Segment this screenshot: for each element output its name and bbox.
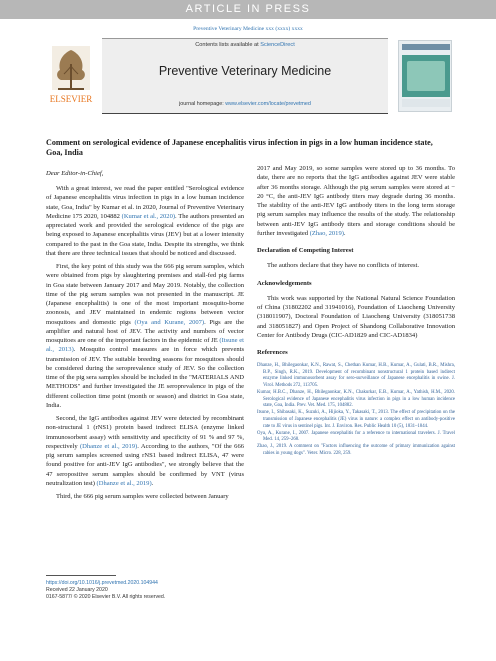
reference-list [257,363,455,457]
journal-title: Preventive Veterinary Medicine [158,64,332,78]
copyright-notice: 0167-5877/ © 2020 Elsevier B.V. All rights reserved. [46,594,166,600]
contents-prefix: Contents lists available at [195,42,261,48]
acknowledgements-heading: Acknowledgements [257,279,312,287]
reference-item[interactable]: Zhao, J., 2019. A comment on "Factors influencing the outcome of primary immunization against rabies in young dogs". Veter. Micro. 228, 259. [257,444,455,456]
competing-interest-text: The authors declare that they have no conflicts of interest. [267,262,419,270]
journal-masthead [102,38,388,114]
competing-interest-heading: Declaration of Competing Interest [257,247,354,254]
received-date: Received 22 January 2020 [46,587,108,593]
salutation: Dear Editor-in-Chief, [46,170,104,177]
footer-divider [46,575,116,576]
references-heading: References [257,349,288,356]
paragraph-intro: With a great interest, we read the paper entitled "Serological evidence of Japanese encephalitis virus infection in pigs in a low human incidence state, Goa, India" by Kumar et al. in 2020, Journal of Preventive Veterinary Medicine 175 2020, 104882 (Kumar et al., 2020). The authors presented an appreciated work and provided the serological evidence of the pigs are being exposed to Japanese encephalitis virus (JEV) but at a lower intensity compared to the past in the Goa state, India. Despite its strengths, we think that there are three technical issues that should be noticed and discussed. [46,185,244,257]
elsevier-logo [44,44,98,108]
footer [46,580,165,601]
homepage-prefix: journal homepage: [179,101,226,107]
sciencedirect-link[interactable]: ScienceDirect [260,42,295,48]
right-column [257,164,455,458]
reference-item[interactable]: Itsune, I., Shibasaki, K., Suzuki, A., Hijioka, Y., Takasaki, T., 2013. The effect of precipitation on the transmission of Japanese encephalitis (JE) virus in nature: a complex effect on antibody-positive rate to JE virus in sentinel pigs. Int. J. Environ. Res. Public Health 10 (5), 1831–1844. [257,410,455,429]
journal-cover-thumbnail [398,40,452,112]
citation-link[interactable]: (Itsune et al., 2013) [46,337,244,354]
citation-link[interactable]: (Dhanze et al., 2019) [96,479,152,487]
doi-link[interactable]: https://doi.org/10.1016/j.prevetmed.2020.104944 [46,580,158,586]
reference-item[interactable]: Kumar, H.B.C., Dhanze, H., Bhilegaonkar, K.N., Chakurkar, E.B., Kumar, A., Yathish, H.M., 2020. Serological evidence of Japanese encephalitis virus infection in pigs in a low human incidence state, Goa, India. Prev. Vet. Med. 175, 104882. [257,390,455,409]
citation-link[interactable]: (Kumar et al., 2020) [121,212,176,220]
elsevier-wordmark: ELSEVIER [49,94,93,104]
paragraph-first-issue: First, the key point of this study was the 666 pig serum samples, which were obtained from pigs by slaughtering premises and stall-fed pig farms in Goa state between January 2017 and May 2019. Notably, the collection time of the pig serum samples was not presented in the manuscript. JE (Japanese encephalitis) is one of the most important mosquito-borne zoonosis, and JEV maintained in endemic regions between vector mosquitoes and domestic pigs (Oya and Kurane, 2007). Pigs are the amplifier and natural host of JEV. The activity and numbers of vector mosquitoes are one of the important factors in the epidemic of JE (Itsune et al., 2013). Mosquito control measures are in force which prevents transmission of JEV. The suitable breeding seasons for mosquitoes should be considered during the seroprevalence study of JEV. So the collection time of the pig sera samples should be included in the "MATERIALS AND METHODS" and further investigated the JE seroprevalence in pigs of the different collection time point (month or season) and district in Goa state, India. [46,263,244,409]
citation-link[interactable]: (Dhanze et al., 2019) [80,442,138,450]
homepage-line [102,101,388,107]
reference-item[interactable]: Oya, A., Kurane, I., 2007. Japanese encephalitis for a reference to international travelers. J. Travel Med. 14, 259–268. [257,430,455,443]
journal-reference-link[interactable]: Preventive Veterinary Medicine xxx (xxxx) xxxx [193,26,303,32]
contents-line [102,42,388,48]
citation-link[interactable]: (Oya and Kurane, 2007) [134,318,205,326]
paragraph-third-issue-start: Third, the 666 pig serum samples were collected between January [56,493,229,500]
paragraph-third-issue-cont: 2017 and May 2019, so some samples were stored up to 36 months. To date, there are no reports that the IgG antibodies against JEV were stable after 36 months storage. Although the pig serum samples were stored at − 20 °C, the anti-JEV IgG antibody titers may degrade during 36 months. The stability of the anti-JEV IgG antibody titers in the long term storage pig serum samples may influence the results of the study. The relationship between anti-JEV IgG antibody titers and storage conditions should be further investigated (Zhao, 2019). [257,165,455,237]
article-title: Comment on serological evidence of Japanese encephalitis virus infection in pigs in a low human incidence state, Goa, India [46,138,433,157]
left-column [46,184,244,505]
acknowledgements-text: This work was supported by the National Natural Science Foundation of China (31802202 and 31941016), Foundation of Liaocheng University (318011907), Doctoral Foundation of Liaocheng University (318051738 and 318051827) and Open Project of Shandong Collaborative Innovation Center for Antibody Drugs (CIC-AD1829 and CIC-AD1834) [257,294,455,339]
article-in-press-banner: ARTICLE IN PRESS [0,0,496,19]
journal-header [44,38,452,114]
reference-item[interactable]: Dhanze, H., Bhilegaonkar, K.N., Rawat, S., Chethan Kumar, H.B., Kumar, A., Gulati, B.R., Mishra, B.P., Singh, R.K., 2019. Development of recombinant nonstructural 1 protein based indirect enzyme linked immunosorbent assay for sero-surveillance of Japanese encephalitis in swine. J. Virol. Methods 272, 113705. [257,363,455,389]
citation-link[interactable]: (Zhao, 2019) [309,229,344,237]
homepage-link[interactable]: www.elsevier.com/locate/prevetmed [225,101,311,107]
paragraph-second-issue: Second, the IgG antibodies against JEV were detected by recombinant non-structural 1 (rNS1) protein based indirect ELISA (enzyme linked immunosorbent assay) with sensitivity and specificity of 91 % and 97 %, respectively (Dhanze et al., 2019). According to the authors, "Of the 666 pig serum samples screened using rNS1 based indirect ELISA, 47 were found positive for anti-JEV IgG antibodies", we strongly believe that the 47 seropositive serum samples should be confirmed by VNT (virus neutralization test) (Dhanze et al., 2019). [46,415,245,487]
